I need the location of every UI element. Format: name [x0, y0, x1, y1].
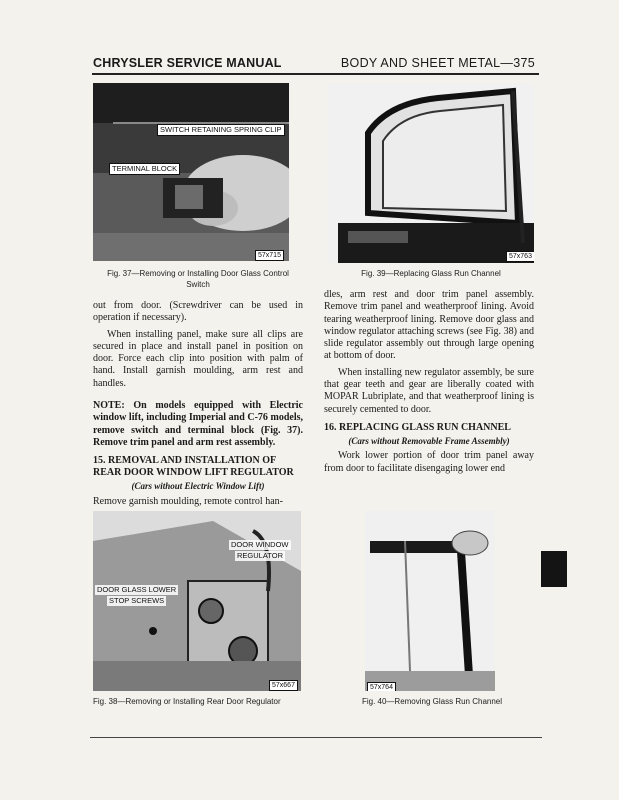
fig37-photo — [93, 83, 289, 261]
running-header-section: BODY AND SHEET METAL—375 — [340, 56, 535, 70]
fig38-callout-regulator: REGULATOR — [237, 551, 283, 560]
section-16-title: 16. REPLACING GLASS RUN CHANNEL — [324, 421, 511, 433]
right-paragraph-2: When installing new regulator assembly, be sure that gear teeth and gear are liberally coated with MOPAR Lubriplate, and that weatherproof lining is securely cemented to door. — [324, 366, 534, 415]
footer-rule — [90, 737, 542, 738]
section-15-subtitle: (Cars without Electric Window Lift) — [131, 481, 265, 492]
section-16-subtitle: (Cars without Removable Frame Assembly) — [348, 435, 510, 446]
fig39-photo — [328, 83, 534, 263]
running-header-title: CHRYSLER SERVICE MANUAL — [93, 56, 282, 70]
left-paragraph-1: out from door. (Screwdriver can be used in operation if necessary). — [93, 300, 303, 324]
left-column — [93, 300, 303, 512]
section-thumb-tab — [541, 551, 567, 587]
section-15-title: 15. REMOVAL AND INSTALLATION OF REAR DOOR WINDOW LIFT REGULATOR — [93, 455, 294, 479]
left-paragraph-3: Remove garnish moulding, remote control han- — [93, 495, 283, 507]
fig40-photo — [365, 511, 495, 691]
fig37-caption: Fig. 37—Removing or Installing Door Glass Control Switch — [107, 269, 289, 289]
right-paragraph-3: Work lower portion of door trim panel away from door to facilitate disengaging lower end — [324, 450, 534, 474]
header-rule — [92, 73, 539, 75]
fig38-caption: Fig. 38—Removing or Installing Rear Door Regulator — [93, 697, 281, 706]
fig40-caption: Fig. 40—Removing Glass Run Channel — [361, 697, 503, 706]
fig38-callout-door-window: DOOR WINDOW — [231, 540, 289, 549]
fig39-caption: Fig. 39—Replacing Glass Run Channel — [361, 269, 501, 278]
right-column — [324, 289, 534, 479]
fig38-photo — [93, 511, 301, 691]
fig39-code: 57x763 — [506, 251, 534, 262]
fig37-callout-spring-clip: SWITCH RETAINING SPRING CLIP — [157, 124, 285, 136]
fig40-code: 57x764 — [367, 682, 396, 691]
fig38-callout-door-glass-lower: DOOR GLASS LOWER — [97, 585, 177, 594]
fig38-callout-stop-screws: STOP SCREWS — [109, 596, 165, 605]
note-paragraph: NOTE: On models equipped with Electric window lift, including Imperial and C-76 models, remove switch and terminal block (Fig. 37). Remove trim panel and arm rest assembly. — [93, 400, 303, 448]
fig38-code: 57x667 — [269, 680, 298, 691]
right-paragraph-1: dles, arm rest and door trim panel assembly. Remove trim panel and weatherproof lining. Avoid tearing weatherproof lining. Remove door glass and window regulator attaching screws (see Fig. 38) and slide regulator assembly out through large opening at bottom of door. — [324, 289, 534, 362]
fig37-code: 57x715 — [255, 250, 284, 261]
fig37-callout-terminal-block: TERMINAL BLOCK — [109, 163, 180, 175]
left-paragraph-2: When installing panel, make sure all clips are secured in place and install panel in position on door. Force each clip into position with palm of hand. Install garnish moulding, arm rest and handles. — [93, 328, 303, 389]
